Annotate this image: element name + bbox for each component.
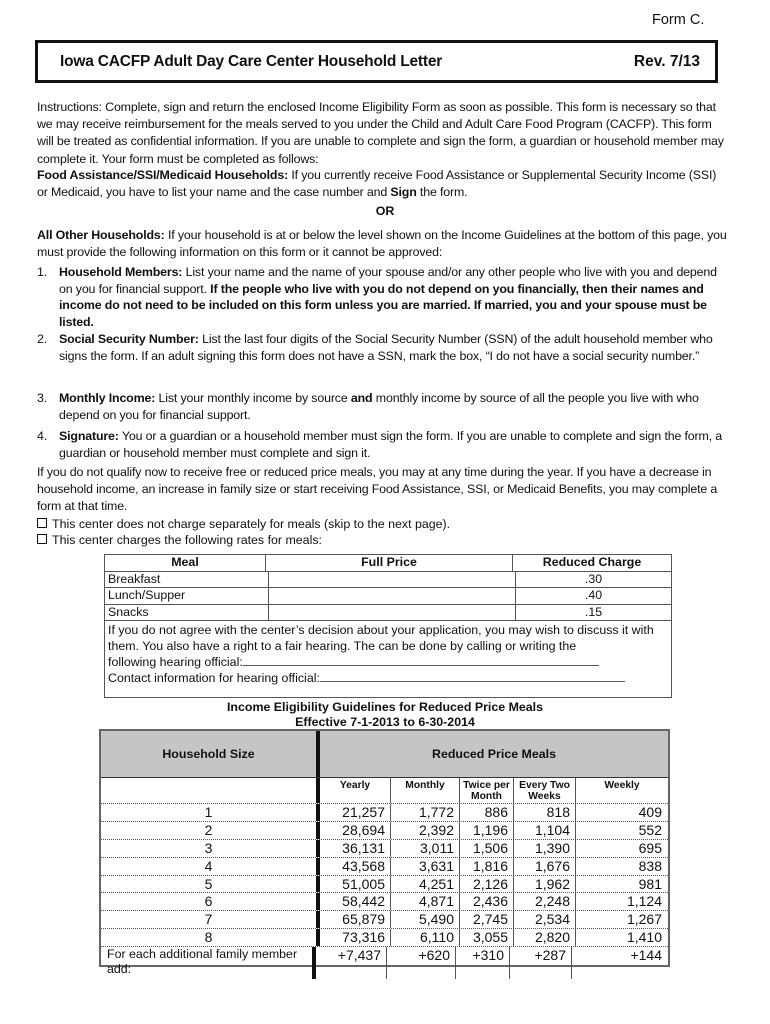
reduced-charge: .15: [584, 604, 603, 619]
income-value: 2,392: [391, 822, 460, 839]
table-row: [101, 822, 668, 840]
meal-name: Lunch/Supper: [105, 588, 269, 604]
income-value: 73,316: [320, 929, 391, 946]
table-row: [101, 858, 668, 876]
all-other-label: All Other Households:: [37, 228, 165, 242]
income-value: 2,820: [514, 929, 576, 946]
list-label: Monthly Income:: [59, 391, 156, 405]
option-no-charge-label: This center does not charge separately for meals (skip to the next page).: [52, 517, 451, 531]
qualify-note: If you do not qualify now to receive free or reduced price meals, you may at any time during the year. If you have a decrease in household income, an increase in family size or start receiving Food Assistance, SSI, or Medicaid Benefits, you may complete a form at that time.: [37, 465, 718, 514]
income-value: 43,568: [320, 858, 391, 875]
instructions-intro: Instructions: Complete, sign and return the enclosed Income Eligibility Form as soon as possible. This form is necessary so that we may receive reimbursement for the meals served to you under the Child and Adult Care Food Program (CACFP). This form will be treated as confidential information. If you are unable to complete and sign the form, a guardian or household member may complete it. Your form must be completed as follows:: [37, 100, 724, 166]
hearing-note: [105, 621, 671, 697]
additional-member-label: For each additional family member add:: [101, 947, 316, 979]
hearing-official-field[interactable]: [243, 654, 599, 666]
additional-value: +310: [456, 947, 510, 979]
table-row: [101, 893, 668, 911]
household-size: 4: [101, 858, 320, 875]
income-value: 36,131: [320, 840, 391, 857]
food-assistance-paragraph: [37, 167, 727, 201]
contact-field[interactable]: [320, 670, 625, 682]
income-value: 1,772: [391, 804, 460, 821]
table-row: [101, 929, 668, 947]
option-no-charge: [37, 517, 450, 531]
income-value: 5,490: [391, 911, 460, 928]
meal-name: Breakfast: [105, 572, 269, 588]
income-value: 1,390: [514, 840, 576, 857]
income-value: 2,436: [460, 893, 514, 910]
income-value: 1,410: [626, 929, 662, 946]
list-label: Social Security Number:: [59, 332, 199, 346]
income-value: 21,257: [320, 804, 391, 821]
table-row: [105, 588, 671, 605]
income-value: 409: [638, 804, 662, 820]
table-row: [101, 804, 668, 822]
food-assistance-text-end: the form.: [416, 185, 468, 200]
additional-member-row: [101, 947, 668, 979]
hearing-official-label: following hearing official:: [108, 655, 243, 669]
list-text: List the last four digits of the Social Security Number (SSN) of the adult household member who signs the form. If an adult signing this form does not have a SSN, mark the box, “I do not have a social security number.”: [59, 332, 713, 363]
table-row: [101, 911, 668, 929]
income-value: 28,694: [320, 822, 391, 839]
list-text: You or a guardian or a household member must sign the form. If you are unable to complete and sign the form, a guardian or household member must complete and sign it.: [59, 429, 723, 460]
table-row: [105, 605, 671, 622]
hearing-note-text: If you do not agree with the center’s decision about your application, you may wish to discuss it with them. You also have a right to a fair hearing. The can be done by calling or writing the: [108, 623, 654, 653]
household-size: 3: [101, 840, 320, 857]
sign-word: Sign: [390, 185, 417, 200]
reduced-charge: .30: [584, 571, 603, 586]
table-row: [105, 572, 671, 589]
column-header-twice-per-month: Twice per Month: [460, 778, 514, 803]
household-size: 2: [101, 822, 320, 839]
food-assistance-label: Food Assistance/SSI/Medicaid Households:: [37, 168, 289, 182]
list-item-monthly-income: [37, 390, 727, 423]
income-value: 886: [460, 804, 514, 821]
meals-header-row: [105, 555, 671, 572]
column-header-monthly: Monthly: [391, 778, 460, 803]
header-box: [35, 40, 718, 83]
additional-value: +144: [630, 947, 662, 964]
empty-cell: [101, 778, 320, 803]
income-title-line: Income Eligibility Guidelines for Reduced Price Meals: [226, 700, 544, 714]
list-number: 4.: [37, 429, 48, 443]
income-value: 6,110: [391, 929, 460, 946]
income-value: 4,871: [391, 893, 460, 910]
income-value: 1,506: [460, 840, 514, 857]
list-item-household-members: [37, 264, 727, 330]
form-label: Form C.: [652, 12, 705, 28]
income-value: 58,442: [320, 893, 391, 910]
column-header-weekly: Weekly: [604, 780, 640, 791]
list-label: Signature:: [59, 429, 119, 443]
income-value: 1,104: [514, 822, 576, 839]
income-value: 4,251: [391, 876, 460, 893]
household-size-header: Household Size: [101, 731, 320, 777]
income-value: 838: [638, 857, 662, 874]
income-value: 1,816: [460, 858, 514, 875]
column-header-yearly: Yearly: [320, 778, 391, 803]
additional-value: +620: [387, 947, 456, 979]
table-row: [101, 876, 668, 894]
income-value: 51,005: [320, 876, 391, 893]
option-charges-label: This center charges the following rates for meals:: [52, 533, 322, 547]
column-header-meal: Meal: [105, 555, 266, 571]
income-value: 981: [638, 875, 662, 892]
table-row: [101, 840, 668, 858]
income-value: 2,534: [514, 911, 576, 928]
household-size: 6: [101, 893, 320, 910]
list-bold-text: If the people who live with you do not depend on you financially, then their names and income do not need to be included on this form unless you are married. If married, you and your spouse must be listed.: [59, 281, 707, 329]
full-price-field[interactable]: [269, 572, 516, 588]
column-header-every-two-weeks: Every Two Weeks: [514, 778, 576, 803]
reduced-price-header: Reduced Price Meals: [432, 747, 556, 761]
income-value: 65,879: [320, 911, 391, 928]
household-size: 7: [101, 911, 320, 928]
income-value: 1,124: [626, 893, 662, 910]
page-title: Iowa CACFP Adult Day Care Center Household Letter: [60, 53, 443, 70]
list-text: List your name and the name of your spouse and/or any other people who live with you and depend on you for financial support.: [59, 265, 717, 296]
income-value: 1,962: [514, 876, 576, 893]
list-text: List your monthly income by source: [155, 391, 351, 405]
food-assistance-text: If you currently receive Food Assistance or Supplemental Security Income (SSI) or Medicaid, you have to list your name and the case number and: [37, 168, 717, 200]
income-effective-dates: Effective 7-1-2013 to 6-30-2014: [295, 714, 475, 729]
meal-name: Snacks: [105, 605, 269, 621]
income-value: 1,196: [460, 822, 514, 839]
and-word: and: [350, 391, 373, 405]
income-value: 3,055: [460, 929, 514, 946]
list-number: 2.: [37, 332, 48, 346]
meals-table: [104, 554, 672, 698]
additional-value: +287: [510, 947, 572, 979]
income-value: 2,248: [514, 893, 576, 910]
full-price-field[interactable]: [269, 588, 516, 604]
income-value: 1,267: [626, 911, 662, 928]
household-size: 5: [101, 876, 320, 893]
income-guidelines-title: [0, 700, 770, 729]
income-value: 2,745: [460, 911, 514, 928]
all-other-paragraph: [37, 227, 727, 261]
column-header-full-price: Full Price: [266, 555, 513, 571]
option-charges: [37, 533, 322, 547]
column-header-reduced-charge: Reduced Charge: [542, 555, 642, 569]
income-value: 3,011: [391, 840, 460, 857]
full-price-field[interactable]: [269, 605, 516, 621]
income-value: 695: [638, 839, 662, 856]
income-value: 552: [638, 821, 662, 838]
income-value: 3,631: [391, 858, 460, 875]
list-number: 3.: [37, 391, 48, 405]
income-table: [99, 729, 670, 977]
income-header-band: [101, 731, 668, 778]
list-item-ssn: [37, 331, 727, 364]
checkbox-charges[interactable]: [37, 534, 47, 544]
list-text-end: monthly income by source of all the people you live with who depend on you for financial support.: [59, 391, 699, 422]
revision-label: Rev. 7/13: [633, 53, 700, 70]
income-value: 2,126: [460, 876, 514, 893]
list-item-signature: [37, 428, 727, 461]
or-separator: OR: [375, 204, 395, 218]
household-size: 8: [101, 929, 320, 946]
reduced-charge: .40: [584, 588, 603, 602]
income-subheader-row: [101, 778, 668, 804]
checkbox-no-charge[interactable]: [37, 518, 47, 528]
household-size: 1: [101, 804, 320, 821]
additional-value: +7,437: [316, 947, 387, 979]
income-value: 818: [514, 804, 576, 821]
income-value: 1,676: [514, 858, 576, 875]
contact-label: Contact information for hearing official:: [108, 671, 320, 685]
all-other-text: If your household is at or below the level shown on the Income Guidelines at the bottom of this page, you must provide the following information on this form or it cannot be approved:: [37, 228, 727, 260]
list-number: 1.: [37, 265, 48, 279]
list-label: Household Members:: [59, 265, 183, 279]
